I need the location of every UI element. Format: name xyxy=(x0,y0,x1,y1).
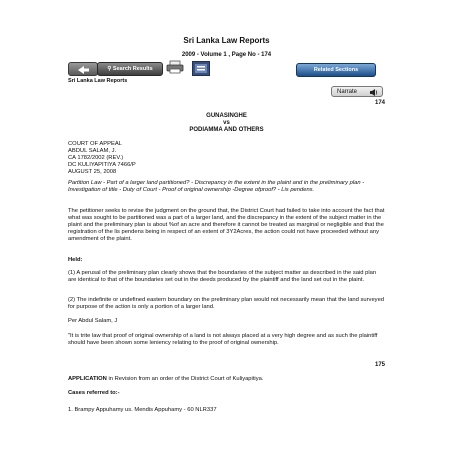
search-icon: ⚲ xyxy=(107,66,112,72)
case-details xyxy=(68,141,386,176)
versus: vs xyxy=(223,120,230,126)
back-icon xyxy=(69,64,97,76)
print-button[interactable] xyxy=(166,60,184,74)
volume-page-line: 2009 - Volume 1 , Page No - 174 xyxy=(181,52,272,58)
back-button[interactable] xyxy=(68,62,98,76)
export-icon xyxy=(193,62,209,75)
judgment-date: AUGUST 25, 2008 xyxy=(68,169,117,175)
judge-name: ABDUL SALAM, J. xyxy=(68,148,117,154)
breadcrumb[interactable]: Sri Lanka Law Reports xyxy=(68,78,128,84)
dc-number: DC KULIYAPITIYA 7466/P xyxy=(68,162,136,168)
page-number-bottom: 175 xyxy=(374,362,385,368)
application-line xyxy=(68,376,386,383)
narrate-label: Narrate xyxy=(337,89,358,95)
site-title: Sri Lanka Law Reports xyxy=(183,36,270,45)
quote-paragraph: "It is trite law that proof of original ownership of a land is not always placed at a very high degree and as such the plaintiff should have been shown some leniency relating to the proof of original ownership. xyxy=(68,333,378,346)
party-two: PODIAMMA AND OTHERS xyxy=(189,127,264,133)
search-results-label: Search Results xyxy=(112,66,153,72)
ca-number: CA 1782/2002 (REV.) xyxy=(68,155,124,161)
case-reference-1: 1. Brampy Appuhamy us. Mendis Appuhamy - 60 NLR337 xyxy=(68,407,217,413)
catchwords: Partition Law - Part of a larger land partitioned? - Discrepancy in the extent in the plaint and in the preliminary plan - Investigation of title - Duty of Court - Proof of original ownership -Degree ofproof? - Lis pendens. xyxy=(68,180,365,193)
court-name: COURT OF APPEAL xyxy=(68,141,122,147)
search-results-button[interactable] xyxy=(97,62,163,76)
related-sections-button[interactable] xyxy=(296,63,376,77)
page-number-top: 174 xyxy=(374,100,385,106)
held-heading: Held: xyxy=(68,257,83,263)
export-button[interactable] xyxy=(192,61,210,76)
narrate-button[interactable] xyxy=(331,86,383,97)
cases-referred-heading: Cases referred to:- xyxy=(68,390,120,396)
facts-paragraph: The petitioner seeks to revise the judgment on the ground that, the District Court had failed to take into account the fact that what was sought to be partitioned was a part of a larger land, and the discrepancy in the extent of the subject matter in the plaint and the preliminary plan is about %of an acre and therefore it cannot be treated as marginal or negligible and that the registration of the lis pendens being in respect of an extent of 3Y2Acres, the action could not have proceeded without any amendment of the plaint. xyxy=(68,208,385,242)
party-one: GUNASINGHE xyxy=(206,113,247,119)
related-sections-label: Related Sections xyxy=(313,67,359,73)
held-point-2: (2) The indefinite or undefined eastern boundary on the preliminary plan would not necessarily mean that the land surveyed for purpose of the action is only a portion of a larger land. xyxy=(68,297,385,310)
per-judge: Per Abdul Salam, J xyxy=(68,318,118,324)
speaker-icon xyxy=(370,89,378,96)
application-text: in Revision from an order of the District Court of Kuliyapitiya. xyxy=(106,376,264,382)
application-label: APPLICATION xyxy=(68,376,107,382)
print-icon xyxy=(166,60,184,74)
held-point-1: (1) A perusal of the preliminary plan clearly shows that the boundaries of the subject matter as described in the said plan are identical to that of the boundaries set out in the deeds produced by the plaintiff and the land set out in the plaint. xyxy=(68,270,377,283)
